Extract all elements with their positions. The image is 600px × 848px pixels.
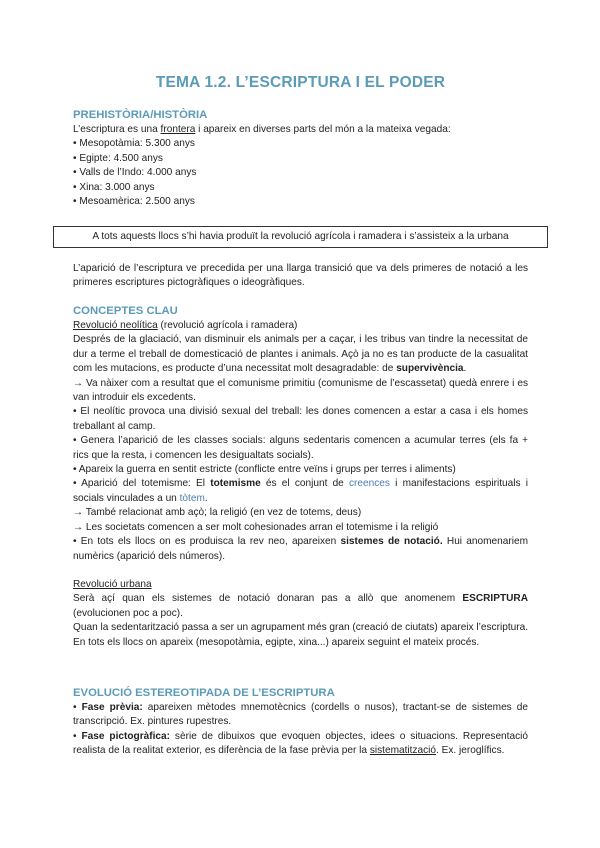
creences-link[interactable]: creences xyxy=(349,478,390,490)
highlight-box: A tots aquests llocs s’hi havia produït la revolució agrícola i ramadera i s’assisteix a la urbana xyxy=(53,226,548,248)
evolucio-section xyxy=(73,686,528,759)
intro-text: L’escriptura es una xyxy=(73,124,161,135)
p1-text: Després de la glaciació, van disminuir els animals per a caçar, i les tribus van tindre la necessitat de dur a terme el treball de domesticació de plantes i animals. Açò ja no es tan producte de la casualitat com les mutacions, es producte d’una necessitat molt desagradable: de xyxy=(73,334,528,375)
list-item: → Les societats comencen a ser molt cohesionades arran el totemisme i la religió xyxy=(73,521,439,533)
l5-mid: és el conjunt de xyxy=(260,478,349,490)
u1-bold: ESCRIPTURA xyxy=(462,593,528,605)
e2-bold: Fase pictogràfica: xyxy=(81,730,170,742)
paragraph xyxy=(73,592,528,621)
list-item xyxy=(73,535,528,564)
list-item xyxy=(73,477,528,506)
intro-section xyxy=(73,262,528,291)
rev-neo-title-text: Revolució neolítica xyxy=(73,320,158,331)
rev-neo-title xyxy=(73,319,528,333)
l5-end: . xyxy=(204,492,208,504)
intro-text-end: i apareix en diverses parts del món a la mateixa vegada: xyxy=(195,124,451,135)
e1-text: apareixen mètodes mnemotècnics (cordells o nusos), tractant-se de sistemes de transcripció. Ex. pintures rupestres. xyxy=(73,702,528,728)
list-item: • Valls de l’Indo: 4.000 anys xyxy=(73,167,197,179)
l5-text: • Aparició del totemisme: El xyxy=(73,478,211,490)
p1-end: . xyxy=(463,363,467,375)
conceptes-heading: CONCEPTES CLAU xyxy=(73,305,178,317)
list-item xyxy=(73,730,528,759)
page-title: TEMA 1.2. L’ESCRIPTURA I EL PODER xyxy=(155,74,446,91)
l5-mid2: i manifestacions espirituals i socials vinculades a un xyxy=(73,478,528,504)
rev-urb-title xyxy=(73,578,528,592)
l8-bold: sistemes de notació. xyxy=(340,536,443,548)
totem-link[interactable]: tòtem xyxy=(179,492,205,504)
l5-bold: totemisme xyxy=(210,478,261,490)
u1-end: (evolucionen poc a poc). xyxy=(73,607,183,619)
list-item: • Egipte: 4.500 anys xyxy=(73,152,163,164)
prehistoria-intro xyxy=(73,123,528,137)
evolucio-heading: EVOLUCIÓ ESTEREOTIPADA DE L’ESCRIPTURA xyxy=(73,687,335,699)
paragraph: Quan la sedentarització passa a ser un agrupament més gran (creació de ciutats) apareix l’escriptura. En tots els llocs on apareix (mesopotàmia, egipte, xina...) apareix seguint el mateix procés. xyxy=(73,622,529,648)
bullet: • xyxy=(73,702,82,713)
list-item: → Va nàixer com a resultat que el comunisme primitiu (comunisme de l’escassetat) quedà enrere i es van introduir els excedents. xyxy=(73,377,528,404)
frontera-link: frontera xyxy=(160,124,196,135)
prehistoria-heading: PREHISTÒRIA/HISTÒRIA xyxy=(73,109,208,121)
list-item: • El neolític provoca una divisió sexual del treball: les dones comencen a estar a casa i els homes treballant al camp. xyxy=(73,406,528,432)
list-item: • Apareix la guerra en sentit estricte (conflicte entre veïns i grups per terres i aliments) xyxy=(73,464,456,476)
e2-text: sèrie de dibuixos que evoquen objectes, idees o situacions. Representació realista de la realitat exterior, es diferència de la fase prèvia per la xyxy=(73,730,528,757)
u1-text: Serà açí quan els sistemes de notació donaran pas a allò que anomenem xyxy=(73,593,463,605)
list-item: • Mesoamèrica: 2.500 anys xyxy=(73,196,195,208)
l8-end: Hui anomenariem numèrics (aparició dels números). xyxy=(73,536,528,562)
e1-bold: Fase prèvia: xyxy=(81,702,143,713)
conceptes-section xyxy=(73,304,528,650)
list-item xyxy=(73,701,528,730)
list-item: • Mesopotàmia: 5.300 anys xyxy=(73,138,195,150)
rev-urb-title-text: Revolució urbana xyxy=(73,578,152,590)
l8-text: • En tots els llocs on es produisca la rev neo, apareixen xyxy=(73,536,341,548)
e2-end: . Ex. jeroglífics. xyxy=(436,745,505,757)
bullet: • xyxy=(73,730,82,742)
p1-bold: supervivència xyxy=(396,363,464,375)
list-item: → També relacionat amb açò; la religió (en vez de totems, deus) xyxy=(73,507,362,519)
e2-underline: sistematització xyxy=(369,745,437,757)
rev-neo-subtitle: (revolució agrícola i ramadera) xyxy=(157,320,298,331)
paragraph xyxy=(73,333,528,376)
list-item: • Xina: 3.000 anys xyxy=(73,181,155,193)
prehistoria-section xyxy=(73,108,528,209)
list-item: • Genera l’aparició de les classes socials: alguns sedentaris comencen a acumular terres (els fa + rics que la resta, i comencen les desigualtats socials). xyxy=(73,435,528,461)
intro-paragraph: L’aparició de l’escriptura ve precedida per una llarga transició que va dels primeres de notació a les primeres escriptures pictogràfiques o ideogràfiques. xyxy=(73,263,528,289)
